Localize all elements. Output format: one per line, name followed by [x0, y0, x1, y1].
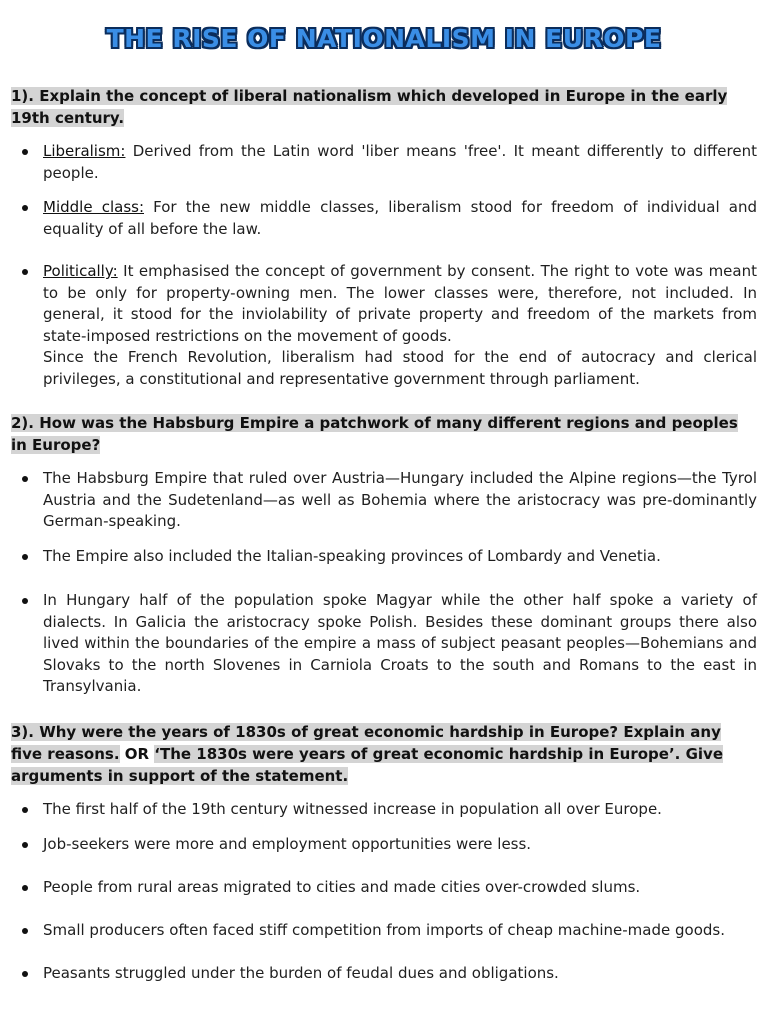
list-item: [20, 963, 757, 985]
question-2-answer-list: [20, 468, 757, 698]
question-3-answer-list: [20, 799, 757, 985]
term-label: Politically:: [43, 262, 118, 280]
item-text: People from rural areas migrated to cities and made cities over-crowded slums.: [43, 878, 641, 896]
question-2-text: 2). How was the Habsburg Empire a patchwork of many different regions and peoples in Europe?: [11, 414, 738, 454]
list-item: [20, 261, 757, 390]
list-item: [20, 920, 757, 942]
item-text: The Empire also included the Italian-speaking provinces of Lombardy and Venetia.: [43, 546, 661, 565]
question-1-answer-list: [20, 141, 757, 390]
list-item: [20, 877, 757, 899]
page-title: THE RISE OF NATIONALISM IN EUROPE: [106, 24, 662, 53]
question-2: [11, 412, 757, 456]
question-3-alt-text: ‘The 1830s were years of great economic hardship in Europe’. Give arguments in support of the statement.: [11, 745, 723, 785]
question-3: [11, 721, 757, 787]
list-item: [20, 197, 757, 240]
item-extra-text: Since the French Revolution, liberalism had stood for the end of autocracy and clerical privileges, a constitutional and representative government through parliament.: [43, 348, 757, 388]
list-item: [20, 468, 757, 533]
item-text: In Hungary half of the population spoke Magyar while the other half spoke a variety of dialects. In Galicia the aristocracy spoke Polish. Besides these dominant groups there also lived within the boundaries of the empire a mass of subject peasant peoples—Bohemians and Slovaks to the north Slovenes in Carniola Croats to the south and Romans to the east in Transylvania.: [43, 591, 757, 695]
item-text: For the new middle classes, liberalism stood for freedom of individual and equality of all before the law.: [43, 198, 757, 238]
item-text: Small producers often faced stiff competition from imports of cheap machine-made goods.: [43, 920, 725, 939]
question-3-text: 3). Why were the years of 1830s of great economic hardship in Europe? Explain any five reasons.: [11, 723, 721, 763]
item-text: Derived from the Latin word 'liber means 'free'. It meant differently to different people.: [43, 142, 757, 182]
list-item: [20, 799, 757, 821]
list-item: [20, 590, 757, 698]
list-item: [20, 546, 757, 568]
item-text: The Habsburg Empire that ruled over Austria—Hungary included the Alpine regions—the Tyrol Austria and the Sudetenland—as well as Bohemia where the aristocracy was pre-dominantly German-speaking.: [43, 469, 757, 530]
or-label: OR: [119, 745, 155, 763]
item-text: It emphasised the concept of government by consent. The right to vote was meant to be only for property-owning men. The lower classes were, therefore, not included. In general, it stood for the inviolability of private property and freedom of the markets from state-imposed restrictions on the movement of goods.: [43, 262, 757, 345]
term-label: Middle class:: [43, 198, 144, 216]
list-item: [20, 141, 757, 184]
item-text: Job-seekers were more and employment opportunities were less.: [43, 834, 532, 853]
item-text: The first half of the 19th century witnessed increase in population all over Europe.: [43, 800, 662, 818]
term-label: Liberalism:: [43, 142, 126, 160]
question-1-text: 1). Explain the concept of liberal nationalism which developed in Europe in the early 19th century.: [11, 87, 728, 127]
item-text: Peasants struggled under the burden of feudal dues and obligations.: [43, 964, 559, 982]
question-1: [11, 85, 757, 129]
list-item: [20, 834, 757, 856]
